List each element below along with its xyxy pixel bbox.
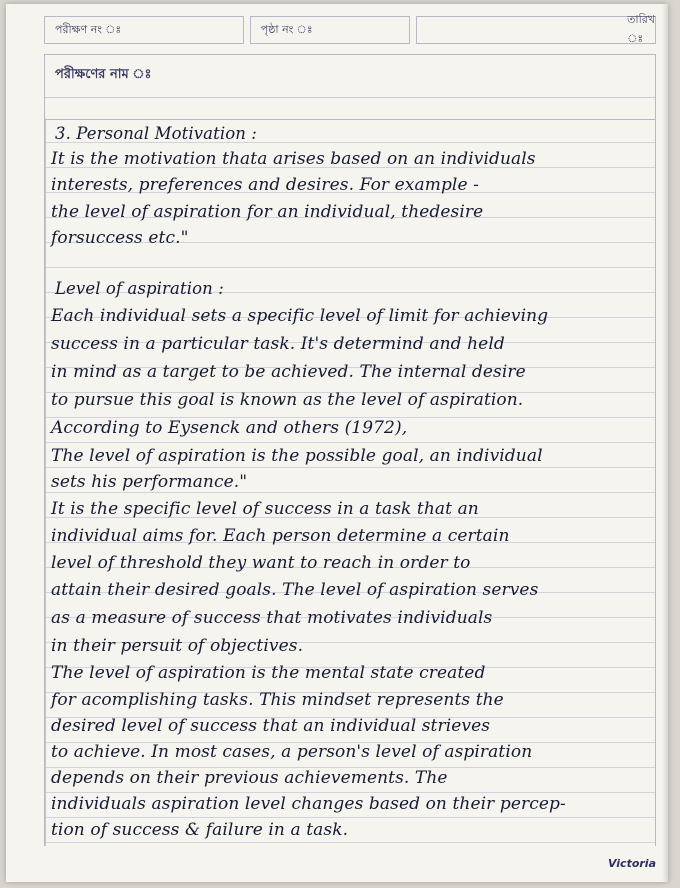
section-heading: 3. Personal Motivation : (55, 124, 257, 143)
text-line: desired level of success that an individual strieves (51, 716, 491, 736)
brand-logo: Victoria (607, 857, 656, 870)
exam-number-label: পরীক্ষণ নং ঃ (55, 22, 122, 36)
text-line: individual aims for. Each person determine a certain (51, 526, 510, 546)
divider (45, 97, 655, 98)
text-line: depends on their previous achievements. The (51, 768, 448, 788)
text-line: in their persuit of objectives. (51, 636, 304, 656)
exam-number-field (44, 16, 244, 44)
page-number-field (250, 16, 410, 44)
handwritten-notes (44, 118, 656, 846)
date-field (416, 13, 656, 45)
text-line: attain their desired goals. The level of aspiration serves (51, 580, 539, 600)
text-line: According to Eysenck and others (1972), (51, 418, 408, 438)
date-label: তারিখ ঃ (627, 13, 655, 45)
text-line: level of threshold they want to reach in order to (51, 553, 471, 573)
text-line: for acomplishing tasks. This mindset represents the (51, 690, 504, 710)
text-line: Each individual sets a specific level of limit for achieving (51, 306, 549, 326)
experiment-name-field (44, 54, 656, 120)
text-line: It is the motivation thata arises based on an individuals (51, 149, 536, 169)
text-line: in mind as a target to be achieved. The internal desire (51, 362, 526, 382)
text-line: to achieve. In most cases, a person's level of aspiration (51, 742, 533, 762)
text-line: tion of success & failure in a task. (51, 820, 349, 840)
text-line: interests, preferences and desires. For example - (51, 175, 479, 195)
page-edge-shadow (662, 4, 668, 882)
experiment-name-label: পরীক্ষণের নাম ঃ (55, 67, 152, 82)
text-line: sets his performance." (51, 472, 248, 492)
header-fields (44, 13, 656, 46)
section-heading: Level of aspiration : (55, 279, 224, 298)
text-line: success in a particular task. It's determind and held (51, 334, 505, 354)
text-line: to pursue this goal is known as the level of aspiration. (51, 390, 524, 410)
text-line: It is the specific level of success in a task that an (51, 499, 479, 519)
text-line: the level of aspiration for an individual, thedesire (51, 202, 484, 222)
text-line: individuals aspiration level changes based on their percep- (51, 794, 566, 814)
notebook-page (6, 4, 668, 882)
text-line: as a measure of success that motivates individuals (51, 608, 493, 628)
text-line: The level of aspiration is the mental state created (51, 663, 486, 683)
text-line: forsuccess etc." (51, 228, 189, 248)
page-number-label: পৃষ্ঠা নং ঃ (260, 22, 313, 36)
text-line: The level of aspiration is the possible goal, an individual (51, 446, 543, 466)
